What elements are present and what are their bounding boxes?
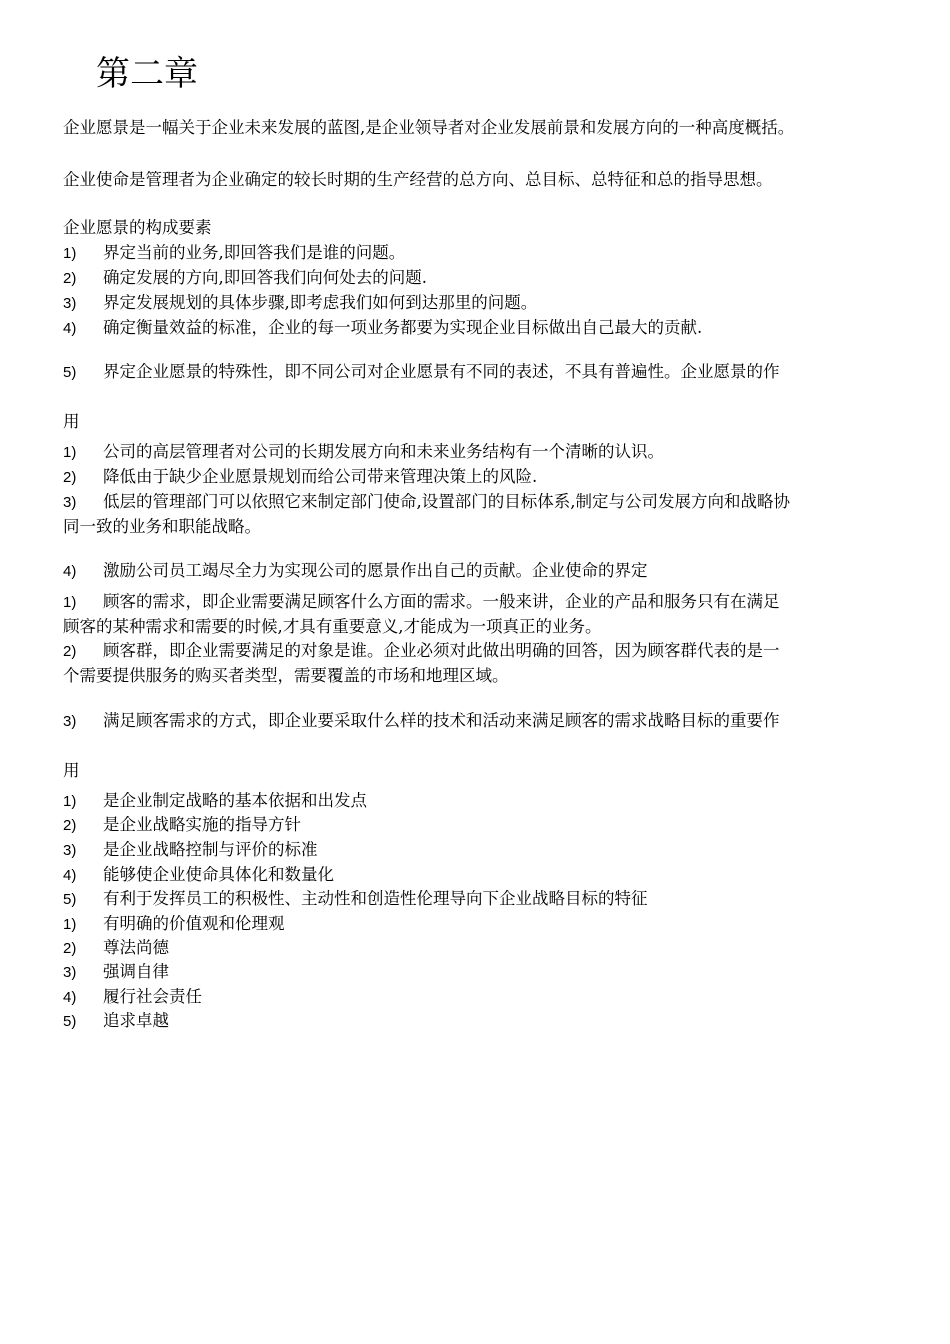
- list-item: [63, 959, 169, 985]
- list-number: 5): [63, 891, 77, 908]
- list-number: 5): [63, 1013, 77, 1030]
- list-number: 1): [63, 594, 77, 611]
- list-item: [63, 439, 664, 465]
- list-item: [63, 812, 301, 838]
- list-item: [63, 359, 780, 385]
- mission-definition: 企业使命是管理者为企业确定的较长时期的生产经营的总方向、总目标、总特征和总的指导思想。: [63, 170, 773, 189]
- list-item: [63, 558, 648, 584]
- list-number: 2): [63, 270, 77, 287]
- list-number: 2): [63, 817, 77, 834]
- list-number: 1): [63, 444, 77, 461]
- list-number: 4): [63, 867, 77, 884]
- list-text: 强调自律: [103, 962, 169, 981]
- list-number: 1): [63, 916, 77, 933]
- list-item: [63, 290, 537, 316]
- list-item: [63, 240, 405, 266]
- list-number: 1): [63, 245, 77, 262]
- wrapped-text: 个需要提供服务的购买者类型，需要覆盖的市场和地理区域。: [63, 666, 509, 685]
- list-item: [63, 862, 334, 888]
- list-item: [63, 1008, 169, 1034]
- list-number: 3): [63, 842, 77, 859]
- list-text: 有明确的价值观和伦理观: [103, 914, 285, 933]
- list-number: 3): [63, 494, 77, 511]
- list-text: 激励公司员工竭尽全力为实现公司的愿景作出自己的贡献。企业使命的界定: [103, 561, 648, 580]
- vision-elements-heading: 企业愿景的构成要素: [63, 218, 212, 237]
- list-number: 3): [63, 964, 77, 981]
- chapter-title: 第二章: [96, 54, 198, 94]
- list-item: [63, 886, 648, 912]
- list-text: 低层的管理部门可以依照它来制定部门使命,设置部门的目标体系,制定与公司发展方向和战略协: [103, 492, 790, 511]
- list-text: 界定发展规划的具体步骤,即考虑我们如何到达那里的问题。: [103, 293, 538, 312]
- list-text: 顾客的需求，即企业需要满足顾客什么方面的需求。一般来讲，企业的产品和服务只有在满足: [103, 592, 780, 611]
- list-text: 是企业制定战略的基本依据和出发点: [103, 791, 367, 810]
- list-item: [63, 935, 169, 961]
- list-text: 履行社会责任: [103, 987, 202, 1006]
- list-text: 追求卓越: [103, 1011, 169, 1030]
- list-text: 能够使企业使命具体化和数量化: [103, 865, 334, 884]
- list-item: [63, 265, 427, 291]
- list-number: 2): [63, 940, 77, 957]
- list-item: [63, 911, 285, 937]
- vision-definition: 企业愿景是一幅关于企业未来发展的蓝图,是企业领导者对企业发展前景和发展方向的一种高度概括。: [63, 118, 795, 137]
- list-text: 降低由于缺少企业愿景规划而给公司带来管理决策上的风险.: [103, 467, 538, 486]
- wrapped-text: 顾客的某种需求和需要的时候,才具有重要意义,才能成为一项真正的业务。: [63, 617, 602, 636]
- list-item: [63, 638, 780, 664]
- list-text: 尊法尚德: [103, 938, 169, 957]
- list-item: [63, 589, 780, 615]
- list-text: 满足顾客需求的方式，即企业要采取什么样的技术和活动来满足顾客的需求战略目标的重要作: [103, 711, 780, 730]
- wrapped-text: 用: [63, 761, 80, 780]
- list-number: 4): [63, 320, 77, 337]
- wrapped-text: 同一致的业务和职能战略。: [63, 517, 261, 536]
- list-number: 2): [63, 643, 77, 660]
- list-number: 3): [63, 295, 77, 312]
- list-text: 顾客群，即企业需要满足的对象是谁。企业必须对此做出明确的回答，因为顾客群代表的是一: [103, 641, 780, 660]
- list-text: 确定发展的方向,即回答我们向何处去的问题.: [103, 268, 427, 287]
- list-item: [63, 837, 318, 863]
- list-item: [63, 489, 790, 515]
- list-text: 公司的高层管理者对公司的长期发展方向和未来业务结构有一个清晰的认识。: [103, 442, 664, 461]
- list-item: [63, 708, 780, 734]
- list-item: [63, 788, 367, 814]
- list-number: 4): [63, 563, 77, 580]
- list-text: 是企业战略实施的指导方针: [103, 815, 301, 834]
- list-item: [63, 984, 202, 1010]
- list-number: 2): [63, 469, 77, 486]
- list-number: 4): [63, 989, 77, 1006]
- list-text: 有利于发挥员工的积极性、主动性和创造性伦理导向下企业战略目标的特征: [103, 889, 648, 908]
- wrapped-text: 用: [63, 412, 80, 431]
- list-item: [63, 315, 702, 341]
- list-number: 3): [63, 713, 77, 730]
- list-text: 界定企业愿景的特殊性，即不同公司对企业愿景有不同的表述，不具有普遍性。企业愿景的作: [103, 362, 780, 381]
- list-item: [63, 464, 537, 490]
- list-text: 确定衡量效益的标准，企业的每一项业务都要为实现企业目标做出自己最大的贡献.: [103, 318, 703, 337]
- list-number: 1): [63, 793, 77, 810]
- list-number: 5): [63, 364, 77, 381]
- list-text: 是企业战略控制与评价的标准: [103, 840, 318, 859]
- list-text: 界定当前的业务,即回答我们是谁的问题。: [103, 243, 406, 262]
